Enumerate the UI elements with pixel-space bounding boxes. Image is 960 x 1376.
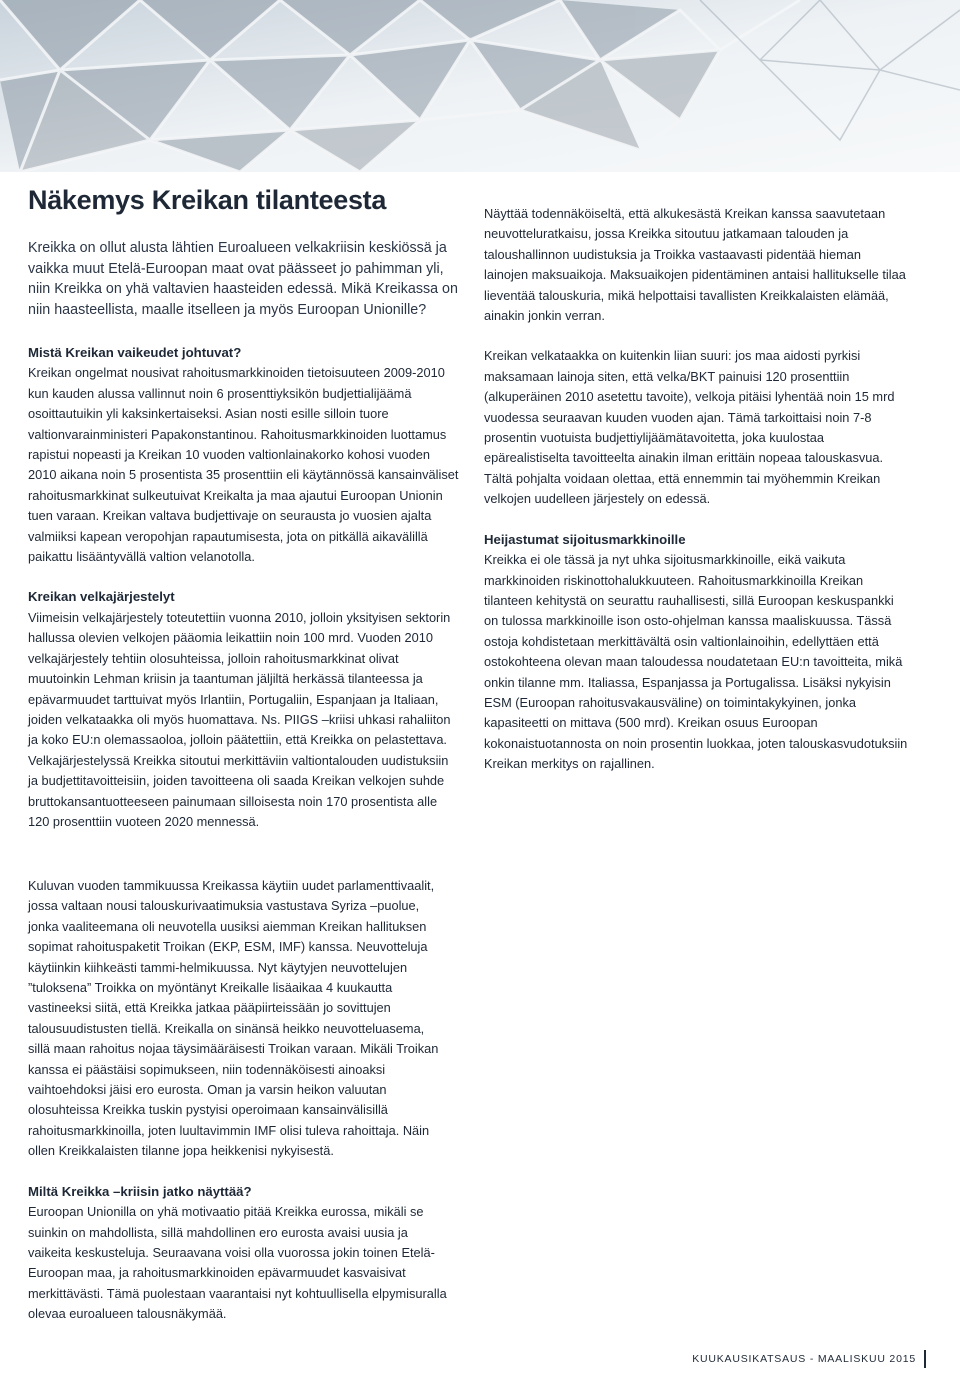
footer-divider: [924, 1350, 926, 1368]
glass-lattice-roof-illustration: [0, 0, 960, 172]
page-footer: KUUKAUSIKATSAUS - MAALISKUU 2015: [692, 1353, 916, 1365]
body-paragraph: Kreikka ei ole tässä ja nyt uhka sijoitusmarkkinoille, eikä vaikuta markkinoiden riskinottohalukkuuteen. Rahoitusmarkkinoilla Kreikan tilanteen kehitystä on seurattu rauhallisesti, sillä Euroopan keskuspankki on tulossa markkinoille ison osto-ohjelman kanssa maaliskuussa. Tässä ostoja kohdistetaan merkittävältä osin valtionlainoihin, edellyttäen että ostokohteena olevan maan taloudessa noudatetaan EU:n tavoitteita, mikä onkin tilanne mm. Italiassa, Espanjassa ja Portugalissa. Lisäksi nykyisin ESM (Euroopan rahoitusvakausväline) on toimintakykyinen, jonka kapasiteetti on mittava (500 mrd). Kreikan osuus Euroopan kokonaistuotannosta on noin prosentin luokkaa, joten talouskasvudotuksiin Kreikan merkitys on rajallinen.: [484, 552, 908, 772]
body-paragraph: Kuluvan vuoden tammikuussa Kreikassa käytiin uudet parlamenttivaalit, jossa valtaan nousi talouskurivaatimuksia vastustava Syriza –puolue, jonka vaaliteemana oli neuvotella uusiksi aiemman Kreikan hallituksen sopimat rahoituspaketit Troikan (EKP, ESM, IMF) kanssa. Neuvotteluja käytiinkin kiihkeästi tammi-helmikuussa. Nyt käytyjen neuvottelujen ”tuloksena” Troikka on myöntänyt Kreikalle lisäaikaa 4 kuukautta vastineeksi siitä, että Kreikka jatkaa pääpiirteissään jo sovittujen talousuudistusten tiellä. Kreikalla on sinänsä heikko neuvotteluasema, sillä maan rahoitus nojaa täysimääräisesti Troikan varaan. Mikäli Troikan kanssa ei päästäisi sopimukseen, niin todennäköisesti ainoaksi vaihtoehdoksi jäisi ero eurosta. Oman ja varsin heikon valuutan olosuhteissa Kreikka tuskin pystyisi operoimaan kansainvälisillä rahoitusmarkkinoilla, joten luultavimmin IMF olisi tuleva rahoittaja. Näin ollen Kreikkalaisten tilanne jopa heikkenisi nykyisestä.: [28, 878, 439, 1159]
left-column-upper: [28, 343, 460, 832]
left-column-lower: [28, 876, 448, 1325]
lead-paragraph: Kreikka on ollut alusta lähtien Euroalueen velkakriisin keskiössä ja vaikka muut Etelä-Euroopan maat ovat päässeet jo pahimman yli, niin Kreikka on yhä valtavien haasteiden edessä. Mikä Kreikassa on niin haasteellista, maalle itselleen ja myös Euroopan Unionille?: [28, 240, 458, 318]
body-paragraph: Viimeisin velkajärjestely toteutettiin vuonna 2010, jolloin yksityisen sektorin hallussa olevien velkojen pääomia leikattiin noin 100 mrd. Vuoden 2010 velkajärjestely tehtiin olosuhteissa, jolloin rahoitusmarkkinat olivat muutoinkin Lehman kriisin ja taantuman jäljiltä herkässä tilanteessa ja epävarmuudet tarttuivat myös Irlantiin, Portugaliin, Espanjaan ja Italiaan, joiden velkataakka oli myös huomattava. Ns. PIIGS –kriisi uhkasi rahaliiton ja koko EU:n olemassaoloa, jolloin päätettiin, että Kreikka on pelastettava. Velkajärjestelyssä Kreikka sitoutui merkittäviin valtiontalouden uudistuksiin ja budjettitavoitteisiin, joiden tavoitteena oli saada Kreikan velkojen suhde bruttokansantuotteeseen painumaan silloisesta noin 170 prosentista alle 120 prosenttiin vuoteen 2020 mennessä.: [28, 609, 451, 829]
section-heading: Kreikan velkajärjestelyt: [28, 589, 175, 605]
right-column: [484, 204, 908, 775]
body-paragraph: Euroopan Unionilla on yhä motivaatio pitää Kreikka eurossa, mikäli se suinkin on mahdollista, sillä mahdollinen ero eurosta avaisi uusia ja vaikeita keskusteluja. Seuraavana voisi olla vuorossa jokin toinen Etelä-Euroopan maa, ja rahoitusmarkkinoiden epävarmuudet kasvaisivat merkittävästi. Tämä puolestaan vaarantaisi nyt kohtuullisella elpymisuralla olevaa euroalueen talousnäkymää.: [28, 1204, 447, 1322]
body-paragraph: Näyttää todennäköiseltä, että alkukesästä Kreikan kanssa saavutetaan neuvotteluratkaisu, jossa Kreikka sitoutuu jatkamaan talouden ja taloushallinnon uudistuksia ja Troikka vastaavasti pidentää hieman lainojen maksuaikoja. Maksuaikojen pidentäminen antaisi hallitukselle tilaa lieventää talouskuria, mikä helpottaisi tavallisten Kreikkalaisten elämää, ainakin jonkin verran.: [484, 206, 906, 324]
section-heading: Heijastumat sijoitusmarkkinoille: [484, 531, 686, 547]
section-heading: Mistä Kreikan vaikeudet johtuvat?: [28, 345, 242, 360]
section-heading: Miltä Kreikka –kriisin jatko näyttää?: [28, 1183, 252, 1199]
body-paragraph: Kreikan ongelmat nousivat rahoitusmarkkinoiden tietoisuuteen 2009-2010 kun kauden alussa vallinnut noin 6 prosenttiyksikön budjettialijäämä osoittautuikin yli kaksinkertaiseksi. Asian nosti esille silloin tuore valtionvarainministeri Papakonstantinou. Rahoitusmarkkinoiden luottamus rapistui nopeasti ja Kreikan 10 vuoden valtionlainakorko kohosi vuoden 2010 aikana noin 5 prosentista 35 prosenttiin eli käytännössä kansainväliset rahoitusmarkkinat sulkeutuivat Kreikalta ja maa ajautui Euroopan Unionin tuen varaan. Kreikan valtava budjettivaje on seurausta jo vuosien ajalta valmiiksi kapean veropohjan rapautumisesta, jota on pitkällä aikavälillä paikattu lisääntyvällä valtion velanotolla.: [28, 365, 459, 565]
page-title: Näkemys Kreikan tilanteesta: [28, 185, 387, 215]
body-paragraph: Kreikan velkataakka on kuitenkin liian suuri: jos maa aidosti pyrkisi maksamaan lainoja siten, että velka/BKT painuisi 120 prosenttiin (alkuperäinen 2010 asetettu tavoite), velkoja pitäisi lyhentää noin 15 mrd vuodessa seuraavan kuuden vuoden ajan. Tämä tarkoittaisi noin 7-8 prosentin vuotuista budjettiylijäämätavoitetta, joka kuulostaa epärealistiselta tavoitteelta ainakin ilman erittäin nopeaa talouskasvua. Tältä pohjalta voidaan olettaa, että ennemmin tai myöhemmin Kreikan velkojen uudelleen järjestely on edessä.: [484, 348, 895, 507]
hero-image: [0, 0, 960, 172]
